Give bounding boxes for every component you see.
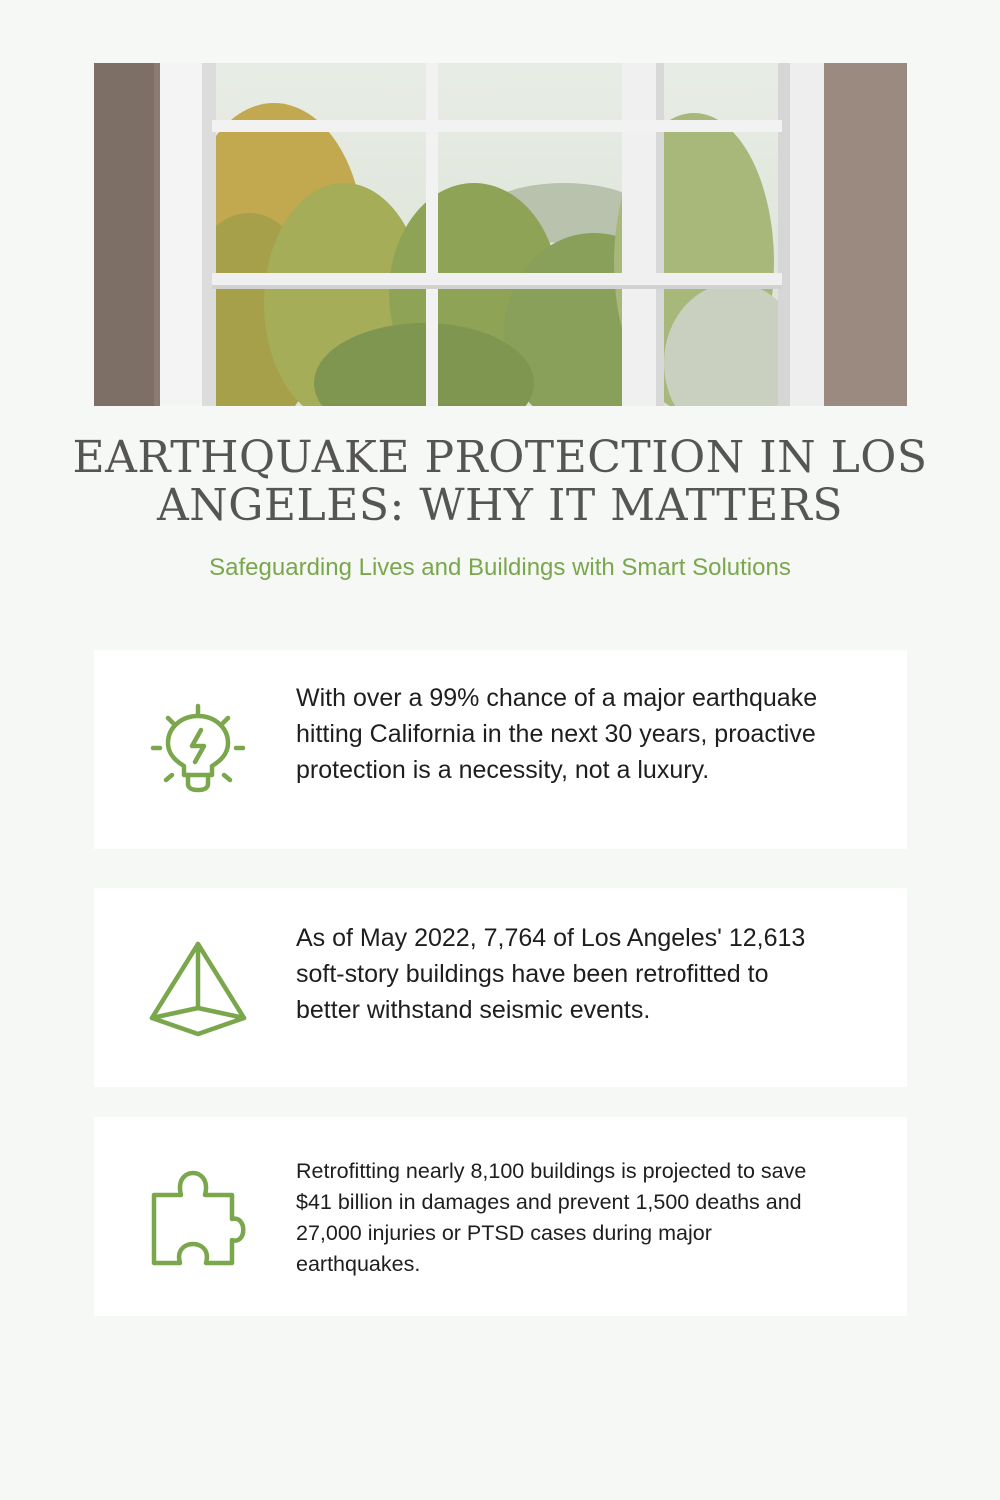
fact-card-probability <box>94 650 907 849</box>
pyramid-icon <box>148 938 248 1038</box>
window-illustration <box>94 63 907 406</box>
hero-window-photo <box>94 63 907 406</box>
lightbulb-icon <box>148 700 248 800</box>
fact-card-savings <box>94 1117 907 1316</box>
page-title: EARTHQUAKE PROTECTION IN LOS ANGELES: WHY IT MATTERS <box>72 432 928 531</box>
fact-text: As of May 2022, 7,764 of Los Angeles' 12,613 soft-story buildings have been retrofitted to better withstand seismic events. <box>296 924 806 1024</box>
fact-card-retrofits <box>94 888 907 1087</box>
fact-text: With over a 99% chance of a major earthquake hitting California in the next 30 years, proactive protection is a necessity, not a luxury. <box>296 684 818 784</box>
puzzle-piece-icon <box>148 1167 248 1267</box>
fact-text: Retrofitting nearly 8,100 buildings is projected to save $41 billion in damages and prevent 1,500 deaths and 27,000 injuries or PTSD cases during major earthquakes. <box>296 1159 807 1276</box>
page-subtitle: Safeguarding Lives and Buildings with Smart Solutions <box>209 554 791 581</box>
